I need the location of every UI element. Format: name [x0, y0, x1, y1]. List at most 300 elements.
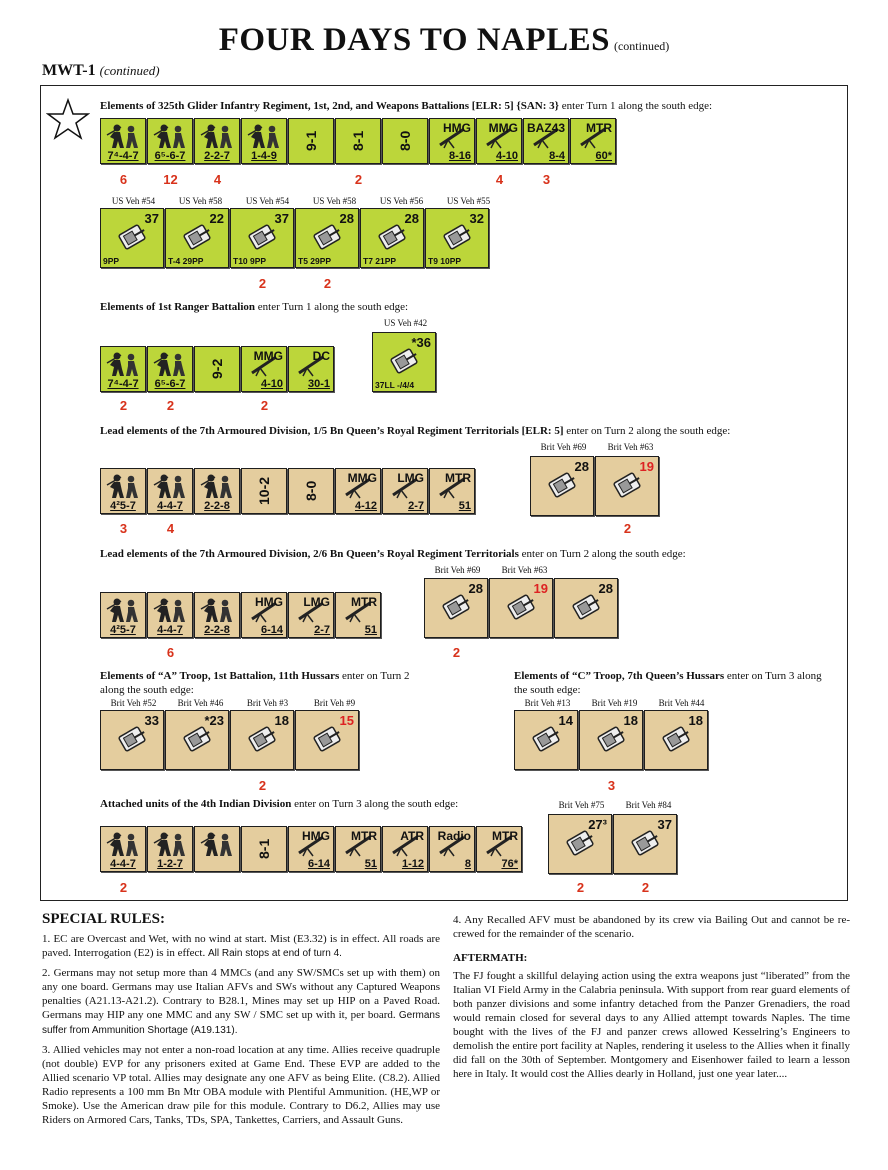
- section-heading: Attached units of the 4th Indian Division enter on Turn 3 along the south edge:: [100, 798, 459, 810]
- weapon-stats: 6-14: [260, 624, 283, 636]
- vehicle-name: T-4 29PP: [168, 256, 204, 266]
- unit-stats: 4-4-7: [157, 624, 183, 636]
- unit-count: 4: [213, 172, 222, 187]
- vehicle-icon: [610, 471, 644, 499]
- unit-count: [100, 645, 147, 660]
- leader-rating: 8-0: [303, 480, 319, 502]
- unit-count: 3: [542, 172, 551, 187]
- weapon-stats: 51: [458, 500, 471, 512]
- vehicle-counter: [360, 208, 424, 268]
- unit-count: [241, 645, 288, 660]
- counter-row: [100, 118, 617, 164]
- vehicle-label: US Veh #58: [178, 196, 223, 206]
- unit-counter: [382, 118, 428, 164]
- unit-count: [429, 880, 476, 895]
- weapon-label: DC: [312, 349, 330, 363]
- count-row: [514, 778, 709, 793]
- vehicle-value: 27³: [588, 817, 607, 832]
- unit-count: 2: [641, 880, 650, 895]
- unit-counter: [429, 118, 475, 164]
- count-row: [100, 398, 335, 413]
- vehicle-value: 33: [144, 713, 159, 728]
- vehicle-name: 37LL -/4/4: [375, 380, 415, 390]
- vehicle-label: Brit Veh #44: [658, 698, 705, 708]
- vehicle-value: 32: [469, 211, 484, 226]
- vehicle-icon: [563, 829, 597, 857]
- weapon-stats: 76*: [501, 858, 518, 870]
- vehicle-counter: [613, 814, 677, 874]
- rule-1: 1. EC are Overcast and Wet, with no wind at start. Mist (E3.32) is in effect. All roads are paved. Interrogation (E2) is in effect. All Rain stops at end of turn 4.: [42, 933, 440, 959]
- unit-counter: [100, 118, 146, 164]
- weapon-label: MTR: [351, 829, 377, 843]
- unit-stats: 6⁵-6-7: [154, 378, 186, 390]
- leader-rating: 8-1: [350, 130, 366, 152]
- section-heading: Elements of “C” Troop, 7th Queen’s Hussars enter on Turn 3 along the south edge:: [514, 670, 822, 696]
- weapon-label: Radio: [437, 829, 471, 843]
- weapon-stats: 4-10: [495, 150, 518, 162]
- unit-count: [335, 645, 382, 660]
- unit-count: [147, 880, 194, 895]
- vehicle-value: 28: [404, 211, 419, 226]
- unit-stats: 4²5-7: [110, 500, 136, 512]
- soldier-icon: [246, 123, 284, 149]
- vehicle-counter: [295, 710, 359, 770]
- vehicle-label: Brit Veh #63: [607, 442, 654, 452]
- unit-count: [194, 880, 241, 895]
- unit-count: [241, 521, 288, 536]
- unit-count: [288, 398, 335, 413]
- soldier-icon: [152, 831, 190, 857]
- vehicle-icon: [529, 725, 563, 753]
- unit-stats: 7⁴-4-7: [107, 378, 139, 390]
- weapon-stats: 8-16: [448, 150, 471, 162]
- leader-rating: 8-1: [256, 838, 272, 860]
- section-heading: Lead elements of the 7th Armoured Division, 1/5 Bn Queen’s Royal Regiment Territorials [ELR: 5] enter on Turn 2 along the south edge:: [100, 425, 731, 437]
- unit-stats: 7⁴-4-7: [107, 150, 139, 162]
- unit-count: [165, 276, 230, 291]
- unit-count: 2: [166, 398, 175, 413]
- unit-counter: [523, 118, 569, 164]
- leader-rating: 9-1: [303, 130, 319, 152]
- unit-counter: [147, 346, 193, 392]
- vehicle-label: US Veh #54: [245, 196, 290, 206]
- soldier-icon: [105, 597, 143, 623]
- unit-count: 2: [323, 276, 332, 291]
- scenario-suffix: (continued): [99, 63, 160, 78]
- vehicle-icon: [545, 471, 579, 499]
- unit-count: [570, 172, 617, 187]
- star-icon: [46, 98, 90, 142]
- vehicle-value: 37: [274, 211, 289, 226]
- leader-rating: 8-0: [397, 130, 413, 152]
- right-column: [453, 913, 850, 1086]
- unit-counter: [429, 468, 475, 514]
- vehicle-counter: [548, 814, 612, 874]
- aftermath-heading: AFTERMATH:: [453, 952, 528, 964]
- unit-counter: [194, 346, 240, 392]
- vehicle-icon: [628, 829, 662, 857]
- vehicle-icon: [504, 593, 538, 621]
- unit-counter: [100, 346, 146, 392]
- vehicle-icon: [594, 725, 628, 753]
- vehicle-icon: [180, 725, 214, 753]
- unit-counter: [335, 826, 381, 872]
- unit-counter: [194, 826, 240, 872]
- vehicle-value: 28: [598, 581, 613, 596]
- unit-count: 2: [258, 276, 267, 291]
- unit-count: [489, 645, 554, 660]
- vehicle-row: [424, 578, 619, 638]
- vehicle-name: T9 10PP: [428, 256, 462, 266]
- unit-count: [288, 521, 335, 536]
- section-heading: Elements of 325th Glider Infantry Regiment, 1st, 2nd, and Weapons Battalions [ELR: 5] {SAN: 3} enter Turn 1 along the south edge:: [100, 100, 713, 112]
- weapon-label: HMG: [255, 595, 283, 609]
- vehicle-label: Brit Veh #84: [625, 800, 672, 810]
- unit-counter: [194, 118, 240, 164]
- weapon-stats: 51: [364, 624, 377, 636]
- section-heading: Lead elements of the 7th Armoured Division, 2/6 Bn Queen’s Royal Regiment Territorials enter on Turn 2 along the south edge:: [100, 548, 686, 560]
- unit-stats: 1-2-7: [157, 858, 183, 870]
- counter-row: [100, 346, 335, 392]
- unit-count: [194, 398, 241, 413]
- vehicle-value: 28: [468, 581, 483, 596]
- vehicle-row: [372, 332, 437, 392]
- unit-count: 2: [576, 880, 585, 895]
- vehicle-counter: [100, 208, 164, 268]
- weapon-stats: 8: [464, 858, 471, 870]
- unit-count: [644, 778, 709, 793]
- weapon-stats: 51: [364, 858, 377, 870]
- unit-stats: 4-4-7: [110, 858, 136, 870]
- page-title: [0, 22, 888, 59]
- weapon-label: MTR: [586, 121, 612, 135]
- vehicle-counter: [595, 456, 659, 516]
- unit-counter: [335, 118, 381, 164]
- vehicle-counter: [579, 710, 643, 770]
- unit-counter: [241, 118, 287, 164]
- weapon-label: LMG: [397, 471, 424, 485]
- weapon-label: MTR: [445, 471, 471, 485]
- unit-count: 2: [119, 398, 128, 413]
- vehicle-label: US Veh #58: [312, 196, 357, 206]
- unit-count: [295, 778, 360, 793]
- vehicle-value: *36: [411, 335, 431, 350]
- vehicle-icon: [115, 223, 149, 251]
- unit-count: [530, 521, 595, 536]
- special-rules-heading: SPECIAL RULES:: [42, 911, 165, 927]
- vehicle-label: Brit Veh #69: [540, 442, 587, 452]
- count-row: [100, 645, 382, 660]
- unit-count: [382, 880, 429, 895]
- weapon-label: MTR: [492, 829, 518, 843]
- unit-count: [335, 880, 382, 895]
- count-row: [530, 521, 660, 536]
- soldier-icon: [105, 351, 143, 377]
- vehicle-label: US Veh #54: [111, 196, 156, 206]
- vehicle-value: 28: [574, 459, 589, 474]
- weapon-label: MTR: [351, 595, 377, 609]
- vehicle-name: 9PP: [103, 256, 120, 266]
- weapon-stats: 2-7: [314, 624, 330, 636]
- weapon-stats: 1-12: [401, 858, 424, 870]
- unit-counter: [241, 826, 287, 872]
- vehicle-label-row: [514, 698, 715, 708]
- unit-count: [360, 276, 425, 291]
- vehicle-label: Brit Veh #52: [110, 698, 157, 708]
- unit-count: [429, 521, 476, 536]
- vehicle-icon: [569, 593, 603, 621]
- vehicle-counter: [530, 456, 594, 516]
- weapon-stats: 30-1: [307, 378, 330, 390]
- unit-count: 2: [623, 521, 632, 536]
- unit-count: [100, 778, 165, 793]
- count-row: [548, 880, 678, 895]
- weapon-label: MMG: [488, 121, 518, 135]
- title-suffix: (continued): [613, 39, 670, 53]
- weapon-stats: 4-12: [354, 500, 377, 512]
- special-rules: [42, 912, 440, 1132]
- count-row: [100, 880, 523, 895]
- vehicle-value: 37: [657, 817, 672, 832]
- unit-counter: [288, 468, 334, 514]
- unit-stats: 2-2-7: [204, 150, 230, 162]
- unit-counter: [288, 826, 334, 872]
- unit-counter: [335, 468, 381, 514]
- unit-count: [194, 521, 241, 536]
- weapon-stats: 8-4: [549, 150, 565, 162]
- scenario-label: MWT-1: [42, 62, 96, 79]
- unit-count: [335, 521, 382, 536]
- vehicle-counter: [489, 578, 553, 638]
- unit-count: 3: [607, 778, 616, 793]
- count-row: [100, 172, 617, 187]
- unit-counter: [147, 826, 193, 872]
- soldier-icon: [105, 831, 143, 857]
- vehicle-label: US Veh #42: [383, 318, 428, 328]
- soldier-icon: [199, 473, 237, 499]
- leader-rating: 10-2: [256, 476, 272, 506]
- unit-count: [554, 645, 619, 660]
- rule-3: 3. Allied vehicles may not enter a non-road location at any time. Allies receive quadruple (not double) EVP for any prisoners exited at Game End. These EVP are added to the Allied scenario VP total. Allies may designate any one AFV as being Elite. (C8.2). Allied Radio represents a 100 mm Bn Mtr OBA module with Plentiful Ammunition. (HE,WP or Smoke). Use the American draw pile for this module. Contrary to D6.2, Allies may use Riders on Armored Cars, Tanks, TDs, SPA, Tankettes, Carriers, and Assault Guns.: [42, 1044, 440, 1126]
- unit-stats: 2-2-8: [204, 624, 230, 636]
- unit-counter: [147, 118, 193, 164]
- vehicle-label-row: [100, 698, 368, 708]
- unit-count: 2: [119, 880, 128, 895]
- soldier-icon: [199, 123, 237, 149]
- vehicle-value: 28: [339, 211, 354, 226]
- weapon-stats: 4-10: [260, 378, 283, 390]
- unit-count: [100, 276, 165, 291]
- vehicle-icon: [245, 223, 279, 251]
- vehicle-label: Brit Veh #63: [501, 565, 548, 575]
- unit-counter: [476, 826, 522, 872]
- vehicle-label: Brit Veh #9: [313, 698, 356, 708]
- counter-row: [100, 826, 523, 872]
- weapon-label: MMG: [347, 471, 377, 485]
- vehicle-icon: [180, 223, 214, 251]
- soldier-icon: [152, 597, 190, 623]
- weapon-label: BAZ43: [526, 121, 565, 135]
- unit-count: [429, 172, 476, 187]
- vehicle-label: Brit Veh #46: [177, 698, 224, 708]
- rule-2: 2. Germans may not setup more than 4 MMCs (and any SW/SMCs set up with them) on any one board. Germans may use Italian AFVs and SWs without any Captured Weapons penalties (A21.13-A21.2). Contrary to B28.1, Mines may set up HIP on a Paved Road. Germans may HIP any one MMC and any SW / SMC set up with it, per board. Germans suffer from Ammunition Shortage (A19.131).: [42, 967, 440, 1036]
- vehicle-label-row: [548, 800, 682, 810]
- vehicle-name: T10 9PP: [233, 256, 267, 266]
- vehicle-icon: [375, 223, 409, 251]
- vehicle-label-row: [530, 442, 664, 452]
- unit-count: [288, 880, 335, 895]
- unit-counter: [100, 592, 146, 638]
- vehicle-value: 14: [558, 713, 573, 728]
- unit-counter: [288, 592, 334, 638]
- vehicle-value: 15: [339, 713, 354, 728]
- vehicle-counter: [425, 208, 489, 268]
- vehicle-label: Brit Veh #75: [558, 800, 605, 810]
- unit-count: 2: [260, 398, 269, 413]
- vehicle-counter: [644, 710, 708, 770]
- vehicle-row: [548, 814, 678, 874]
- vehicle-icon: [115, 725, 149, 753]
- unit-counter: [288, 346, 334, 392]
- unit-counter: [570, 118, 616, 164]
- vehicle-row: [100, 208, 490, 268]
- unit-counter: [335, 592, 381, 638]
- vehicle-icon: [439, 593, 473, 621]
- unit-count: 3: [119, 521, 128, 536]
- unit-stats: 1-4-9: [251, 150, 277, 162]
- weapon-label: MMG: [253, 349, 283, 363]
- vehicle-value: 37: [144, 211, 159, 226]
- unit-count: 2: [354, 172, 363, 187]
- unit-stats: 2-2-8: [204, 500, 230, 512]
- vehicle-label-row: [100, 196, 502, 206]
- vehicle-row: [530, 456, 660, 516]
- vehicle-label: [558, 565, 625, 575]
- vehicle-label-row: [424, 565, 625, 575]
- vehicle-name: T7 21PP: [363, 256, 397, 266]
- unit-stats: 4-4-7: [157, 500, 183, 512]
- unit-count: 4: [166, 521, 175, 536]
- vehicle-counter: [514, 710, 578, 770]
- unit-stats: 6⁵-6-7: [154, 150, 186, 162]
- vehicle-label: Brit Veh #69: [434, 565, 481, 575]
- scenario-id: [42, 62, 160, 80]
- unit-count: [382, 172, 429, 187]
- vehicle-counter: [165, 710, 229, 770]
- unit-count: 2: [258, 778, 267, 793]
- rule-4: 4. Any Recalled AFV must be abandoned by its crew via Bailing Out and cannot be re-crewed for the remainder of the scenario.: [453, 914, 850, 940]
- vehicle-label: Brit Veh #19: [591, 698, 638, 708]
- leader-rating: 9-2: [209, 358, 225, 380]
- unit-counter: [241, 592, 287, 638]
- counter-row: [100, 592, 382, 638]
- unit-count: 12: [163, 172, 178, 187]
- vehicle-value: 18: [274, 713, 289, 728]
- unit-count: [194, 645, 241, 660]
- weapon-stats: 6-14: [307, 858, 330, 870]
- soldier-icon: [199, 597, 237, 623]
- unit-count: [241, 172, 288, 187]
- vehicle-value: 18: [623, 713, 638, 728]
- vehicle-label: US Veh #55: [446, 196, 491, 206]
- vehicle-counter: [372, 332, 436, 392]
- unit-counter: [241, 468, 287, 514]
- unit-stats: 4²5-7: [110, 624, 136, 636]
- soldier-icon: [152, 123, 190, 149]
- unit-counter: [147, 592, 193, 638]
- unit-count: [382, 521, 429, 536]
- vehicle-icon: [659, 725, 693, 753]
- count-row: [424, 645, 619, 660]
- vehicle-counter: [165, 208, 229, 268]
- vehicle-counter: [424, 578, 488, 638]
- unit-counter: [147, 468, 193, 514]
- vehicle-counter: [554, 578, 618, 638]
- weapon-label: LMG: [303, 595, 330, 609]
- weapon-label: ATR: [400, 829, 424, 843]
- unit-count: 6: [166, 645, 175, 660]
- unit-count: [476, 880, 523, 895]
- vehicle-value: *23: [204, 713, 224, 728]
- unit-counter: [194, 468, 240, 514]
- title-text: FOUR DAYS TO NAPLES: [218, 22, 610, 58]
- vehicle-icon: [387, 347, 421, 375]
- soldier-icon: [152, 351, 190, 377]
- unit-count: [288, 172, 335, 187]
- vehicle-row: [514, 710, 709, 770]
- vehicle-icon: [310, 725, 344, 753]
- soldier-icon: [105, 473, 143, 499]
- unit-counter: [100, 826, 146, 872]
- vehicle-name: T5 29PP: [298, 256, 332, 266]
- vehicle-counter: [230, 710, 294, 770]
- weapon-label: HMG: [443, 121, 471, 135]
- unit-count: [425, 276, 490, 291]
- counter-row: [100, 468, 476, 514]
- unit-counter: [100, 468, 146, 514]
- vehicle-counter: [295, 208, 359, 268]
- aftermath-text: The FJ fought a skillful delaying action using the extra weapons just “liberated” from the Italian VI Field Army in the Calabria peninsula. With support from rear guard elements of both panzer divisions and some infantry detached from the Panzer Grenadiers, the road would remain closed for several days to any Allied attempt towards Naples. The time bought with the lives of the FJ and panzer crews allowed Kesselring’s Engineers to demolish the entire port facility at Naples, rendering it useless to the Allies when it finally did fall on the 30th of September. Montgomery and Eisenhower failed to learn a lesson here in Italy. It would cost the Allies dearly in Holland, just one year later....: [453, 970, 850, 1080]
- unit-count: 4: [495, 172, 504, 187]
- vehicle-value: 19: [639, 459, 654, 474]
- count-row: [100, 521, 476, 536]
- vehicle-row: [100, 710, 360, 770]
- vehicle-icon: [440, 223, 474, 251]
- count-row: [100, 276, 490, 291]
- unit-counter: [382, 468, 428, 514]
- vehicle-icon: [310, 223, 344, 251]
- section-heading: Elements of “A” Troop, 1st Battalion, 11th Hussars enter on Turn 2 along the south edge:: [100, 670, 410, 696]
- vehicle-icon: [245, 725, 279, 753]
- unit-count: [514, 778, 579, 793]
- vehicle-label: Brit Veh #3: [246, 698, 289, 708]
- weapon-stats: 2-7: [408, 500, 424, 512]
- unit-counter: [288, 118, 334, 164]
- weapon-stats: 60*: [595, 150, 612, 162]
- weapon-label: HMG: [302, 829, 330, 843]
- vehicle-counter: [100, 710, 164, 770]
- unit-count: [288, 645, 335, 660]
- vehicle-value: 18: [688, 713, 703, 728]
- vehicle-value: 19: [533, 581, 548, 596]
- unit-count: [165, 778, 230, 793]
- vehicle-label: US Veh #56: [379, 196, 424, 206]
- unit-count: 6: [119, 172, 128, 187]
- vehicle-counter: [230, 208, 294, 268]
- unit-counter: [382, 826, 428, 872]
- unit-count: [241, 880, 288, 895]
- unit-counter: [194, 592, 240, 638]
